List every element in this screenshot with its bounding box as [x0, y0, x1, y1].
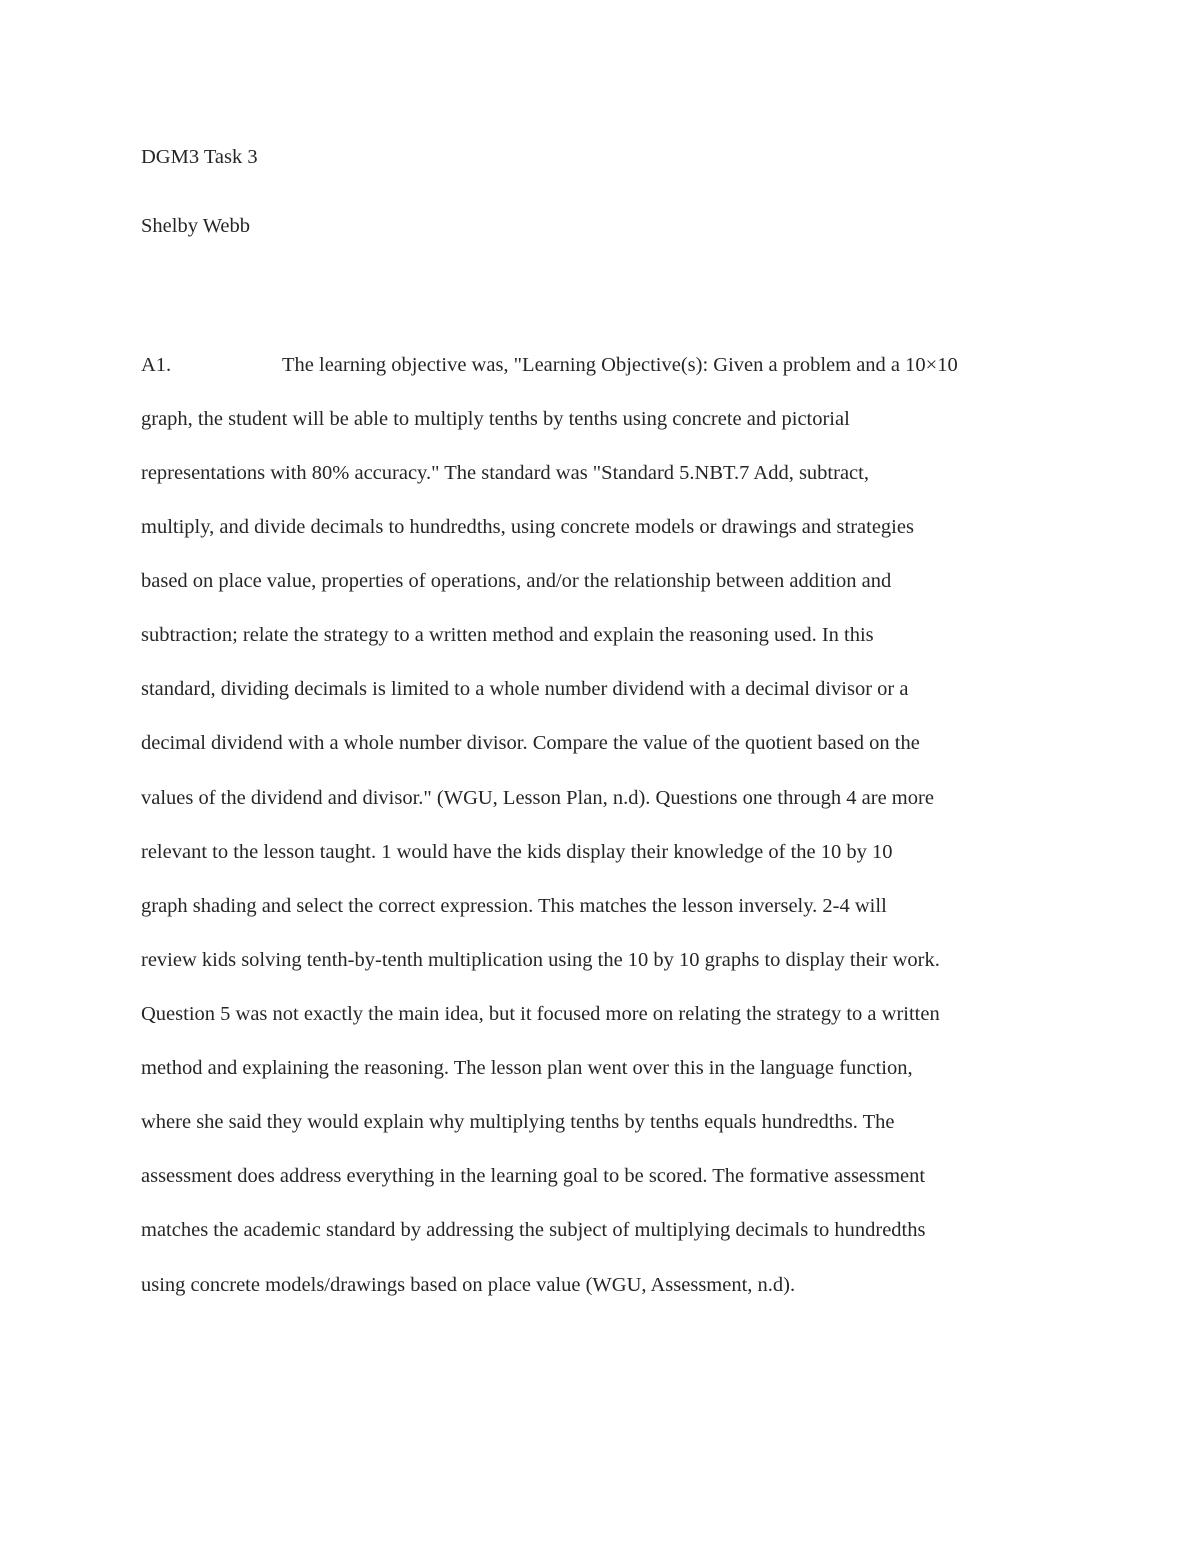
paragraph-line: multiply, and divide decimals to hundredths, using concrete models or drawings and strategies	[141, 516, 914, 538]
paragraph-line: standard, dividing decimals is limited to a whole number dividend with a decimal divisor or a	[141, 678, 909, 700]
paragraph-line: using concrete models/drawings based on place value (WGU, Assessment, n.d).	[141, 1274, 796, 1296]
paragraph-line: graph, the student will be able to multiply tenths by tenths using concrete and pictorial	[141, 408, 850, 430]
paragraph-line: graph shading and select the correct expression. This matches the lesson inversely. 2-4 will	[141, 895, 887, 917]
paragraph-line: review kids solving tenth-by-tenth multiplication using the 10 by 10 graphs to display their work.	[141, 949, 940, 971]
paragraph-line: The learning objective was, "Learning Objective(s): Given a problem and a 10×10	[282, 354, 958, 376]
document-title: DGM3 Task 3	[141, 146, 258, 168]
paragraph-line: where she said they would explain why multiplying tenths by tenths equals hundredths. The	[141, 1111, 895, 1133]
paragraph-line: matches the academic standard by addressing the subject of multiplying decimals to hundredths	[141, 1219, 926, 1241]
paragraph-line: relevant to the lesson taught. 1 would have the kids display their knowledge of the 10 by 10	[141, 841, 893, 863]
paragraph-line: representations with 80% accuracy." The standard was "Standard 5.NBT.7 Add, subtract,	[141, 462, 869, 484]
paragraph-line: based on place value, properties of operations, and/or the relationship between addition and	[141, 570, 892, 592]
paragraph-line: assessment does address everything in the learning goal to be scored. The formative assessment	[141, 1165, 926, 1187]
paragraph-line: Question 5 was not exactly the main idea, but it focused more on relating the strategy to a written	[141, 1003, 940, 1025]
paragraph-line: subtraction; relate the strategy to a written method and explain the reasoning used. In this	[141, 624, 874, 646]
paragraph-line: method and explaining the reasoning. The lesson plan went over this in the language function,	[141, 1057, 913, 1079]
section-label: A1.	[141, 354, 172, 376]
paragraph-line: decimal dividend with a whole number divisor. Compare the value of the quotient based on the	[141, 732, 920, 754]
paragraph-line: values of the dividend and divisor." (WGU, Lesson Plan, n.d). Questions one through 4 are more	[141, 787, 934, 809]
author-name: Shelby Webb	[141, 215, 251, 237]
